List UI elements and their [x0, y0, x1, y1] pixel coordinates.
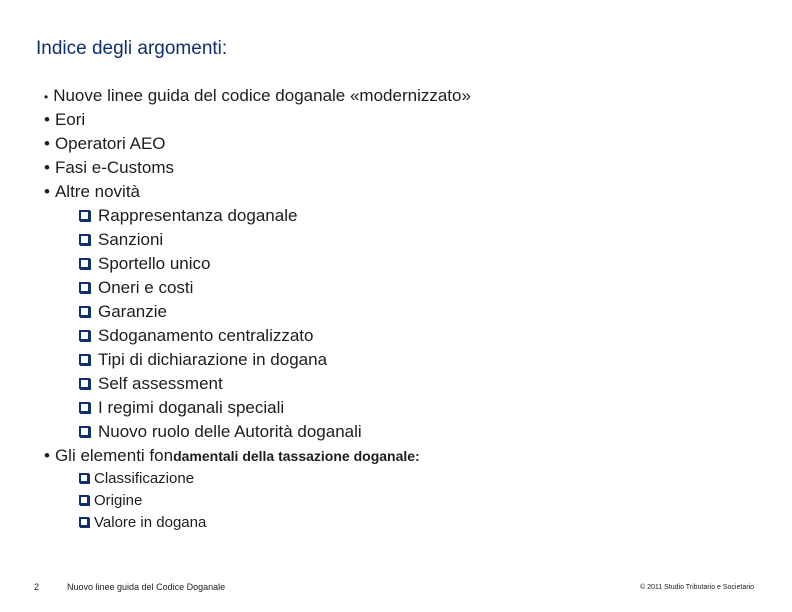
checkbox-list-item: Origine: [79, 492, 142, 509]
bullet-item: • Altre novità: [44, 182, 140, 201]
checkbox-list-item: Classificazione: [79, 470, 194, 487]
checkbox-list-item: Tipi di dichiarazione in dogana: [79, 350, 327, 370]
slide-title: Indice degli argomenti:: [36, 38, 228, 59]
checkbox-icon: [79, 306, 90, 317]
bullet-item: • Fasi e-Customs: [44, 158, 174, 177]
checkbox-icon: [79, 495, 89, 505]
checkbox-list-item: Garanzie: [79, 302, 167, 322]
checkbox-list-item: Valore in dogana: [79, 514, 206, 531]
footer-title: Nuovo linee guida del Codice Doganale: [67, 582, 226, 592]
checkbox-icon: [79, 234, 90, 245]
bullet-item: • Nuove linee guida del codice doganale «modernizzato»: [44, 86, 471, 105]
checkbox-list-item: Oneri e costi: [79, 278, 193, 298]
checkbox-icon: [79, 354, 90, 365]
checkbox-list-item: Sdoganamento centralizzato: [79, 326, 313, 346]
checkbox-icon: [79, 402, 90, 413]
page-number: 2: [34, 582, 40, 592]
bullet-item: • Gli elementi fondamentali della tassazione doganale:: [44, 446, 420, 465]
checkbox-icon: [79, 282, 90, 293]
footer-copyright: © 2011 Studio Tributario e Societario: [640, 584, 754, 591]
checkbox-icon: [79, 210, 90, 221]
checkbox-list-item: Sanzioni: [79, 230, 163, 250]
bullet-item: • Operatori AEO: [44, 134, 166, 153]
checkbox-icon: [79, 517, 89, 527]
checkbox-icon: [79, 378, 90, 389]
bullet-item: • Eori: [44, 110, 86, 129]
checkbox-icon: [79, 473, 89, 483]
checkbox-list-item: Sportello unico: [79, 254, 210, 274]
checkbox-icon: [79, 426, 90, 437]
checkbox-list-item: I regimi doganali speciali: [79, 398, 284, 418]
checkbox-list-item: Self assessment: [79, 374, 223, 394]
checkbox-icon: [79, 330, 90, 341]
checkbox-list-item: Nuovo ruolo delle Autorità doganali: [79, 422, 362, 442]
checkbox-list-item: Rappresentanza doganale: [79, 206, 297, 226]
checkbox-icon: [79, 258, 90, 269]
